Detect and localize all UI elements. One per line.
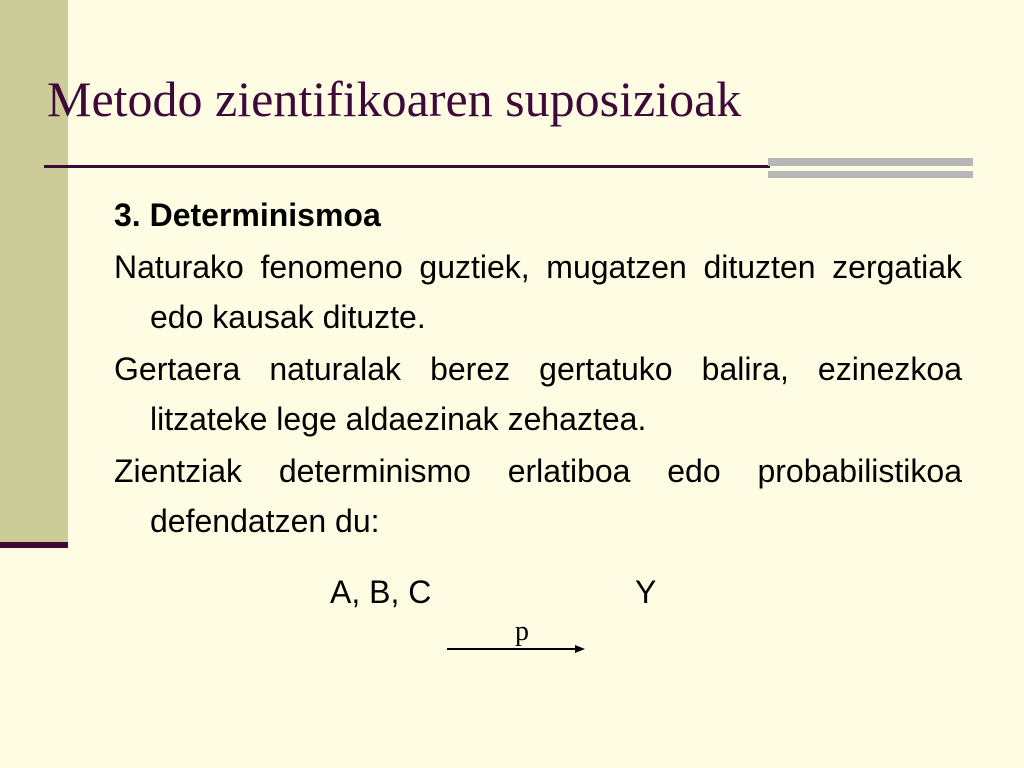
probability-label: p bbox=[515, 616, 529, 647]
decorative-gray-bar-bottom bbox=[768, 171, 973, 178]
paragraph-relative-determinism: Zientziak determinismo erlatiboa edo probabilistikoa defendatzen du: bbox=[114, 453, 962, 539]
formula-effect: Y bbox=[635, 574, 657, 610]
formula-causes: A, B, C bbox=[330, 574, 432, 610]
slide-title: Metodo zientifikoaren suposizioak bbox=[47, 71, 742, 127]
left-accent-underline bbox=[0, 542, 68, 548]
decorative-gray-bar-top bbox=[768, 158, 973, 166]
section-heading: 3. Determinismoa bbox=[114, 197, 381, 233]
right-arrow-icon bbox=[446, 641, 586, 655]
paragraph-causes: Naturako fenomeno guztiek, mugatzen dituzten zergatiak edo kausak dituzte. bbox=[114, 249, 962, 335]
causality-formula bbox=[330, 574, 657, 611]
title-divider bbox=[44, 165, 770, 168]
paragraph-natural-events: Gertaera naturalak berez gertatuko balira, ezinezkoa litzateke lege aldaezinak zehaztea. bbox=[114, 351, 962, 437]
slide-body bbox=[114, 192, 962, 548]
